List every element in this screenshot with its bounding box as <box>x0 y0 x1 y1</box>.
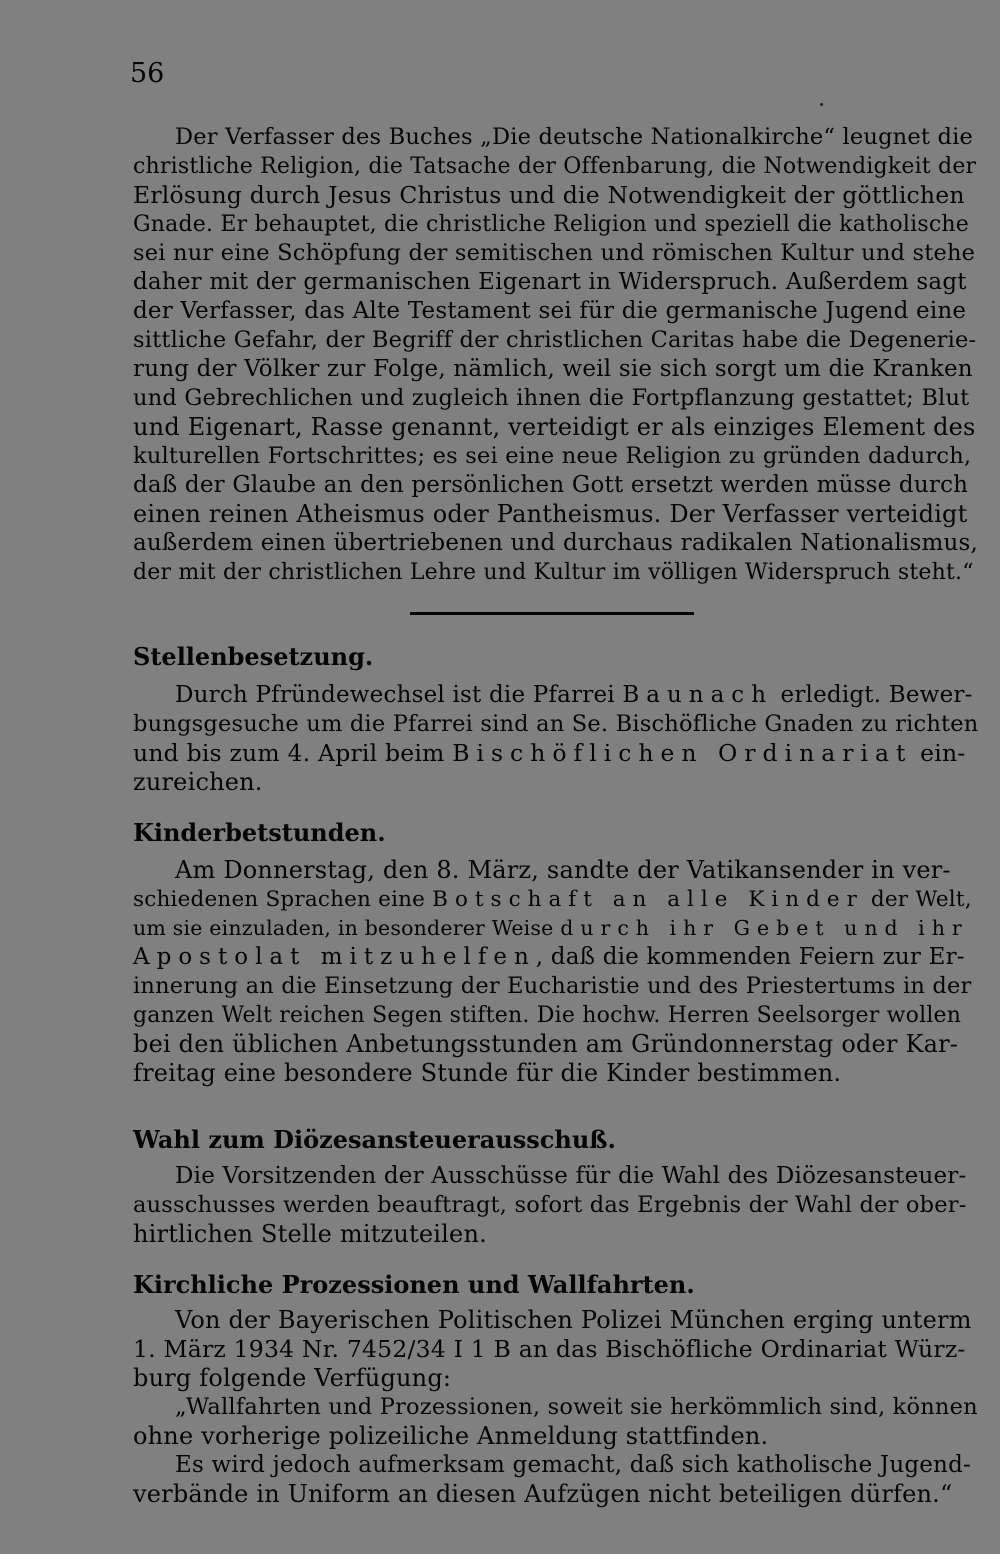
section-prozessionen <box>133 1270 978 1509</box>
text-line: und Eigenart, Rasse genannt, verteidigt er als einziges Element des <box>133 413 976 441</box>
section-heading: Kirchliche Prozessionen und Wallfahrten. <box>133 1270 695 1299</box>
quote-paragraph <box>133 123 978 587</box>
text-line: sei nur eine Schöpfung der semitischen und römischen Kultur und stehe <box>133 240 976 266</box>
text-line: hirtlichen Stelle mitzuteilen. <box>133 1220 487 1248</box>
text-line: kulturellen Fortschrittes; es sei eine neue Religion zu gründen dadurch, <box>133 443 972 469</box>
text-line: zureichen. <box>133 768 263 796</box>
section-heading: Stellenbesetzung. <box>133 642 374 671</box>
text-line: 1. März 1934 Nr. 7452/34 I 1 B an das Bischöfliche Ordinariat Würz- <box>133 1335 966 1363</box>
text-run: Durch Pfründewechsel ist die Pfarrei <box>175 682 623 708</box>
text-line <box>133 943 978 972</box>
text-line: einen reinen Atheismus oder Pantheismus. Der Verfasser verteidigt <box>133 500 968 528</box>
text-line: bei den üblichen Anbetungsstunden am Gründonnerstag oder Kar- <box>133 1030 959 1058</box>
text-line: bungsgesuche um die Pfarrei sind an Se. Bischöfliche Gnaden zu richten <box>133 711 979 737</box>
text-line <box>133 681 978 710</box>
text-line: und Gebrechlichen und zugleich ihnen die Fortpflanzung gestattet; Blut <box>133 385 970 411</box>
text-line: Der Verfasser des Buches „Die deutsche Nationalkirche“ leugnet die <box>175 124 973 150</box>
text-line: Am Donnerstag, den 8. März, sandte der Vatikansender in ver- <box>175 856 951 884</box>
text-line: freitag eine besondere Stunde für die Kinder bestimmen. <box>133 1059 842 1087</box>
text-line: sittliche Gefahr, der Begriff der christlichen Caritas habe die Degenerie- <box>133 327 977 353</box>
text-line: ganzen Welt reichen Segen stiften. Die hochw. Herren Seelsorger wollen <box>133 1003 962 1028</box>
text-line <box>133 914 978 943</box>
text-line: Von der Bayerischen Politischen Polizei München erging unterm <box>175 1306 972 1334</box>
text-line: verbände in Uniform an diesen Aufzügen nicht beteiligen dürfen.“ <box>133 1480 953 1508</box>
text-line: burg folgende Verfügung: <box>133 1364 452 1392</box>
text-line: Erlösung durch Jesus Christus und die Notwendigkeit der göttlichen <box>133 181 965 209</box>
text-line: außerdem einen übertriebenen und durchaus radikalen Nationalismus, <box>133 530 979 556</box>
text-run: erledigt. Bewer- <box>773 682 973 708</box>
text-line: der Verfasser, das Alte Testament sei für die germanische Jugend eine <box>133 298 967 324</box>
text-line: innerung an die Einsetzung der Eucharistie und des Priestertums in der <box>133 973 972 999</box>
text-run: schiedenen Sprachen eine <box>133 887 433 912</box>
text-line: ausschusses werden beauftragt, sofort das Ergebnis der Wahl der ober- <box>133 1192 967 1218</box>
speck-mark <box>820 103 823 106</box>
section-kinderbetstunden <box>133 818 978 1088</box>
emphasized-text: Bischöflichen Ordinariat <box>452 739 913 767</box>
text-line: „Wallfahrten und Prozessionen, soweit sie herkömmlich sind, können <box>175 1394 978 1420</box>
paragraph-text <box>133 856 978 1088</box>
text-run: und bis zum 4. April beim <box>133 739 453 767</box>
section-divider <box>410 612 694 615</box>
text-line <box>133 885 978 914</box>
emphasized-text: Botschaft an alle Kinder <box>432 887 864 912</box>
section-heading: Wahl zum Diözesansteuerausschuß. <box>133 1125 616 1154</box>
paragraph-text <box>133 1306 978 1509</box>
text-line: ohne vorherige polizeiliche Anmeldung stattfinden. <box>133 1422 769 1450</box>
text-line: daß der Glaube an den persönlichen Gott ersetzt werden müsse durch <box>133 472 969 498</box>
text-line: Gnade. Er behauptet, die christliche Religion und speziell die katholische <box>133 212 969 237</box>
text-line: Die Vorsitzenden der Ausschüsse für die Wahl des Diözesansteuer- <box>175 1163 967 1189</box>
text-line: daher mit der germanischen Eigenart in Widerspruch. Außerdem sagt <box>133 269 967 295</box>
paragraph-text <box>133 681 978 797</box>
text-run: der Welt, <box>863 887 972 912</box>
page-number: 56 <box>130 58 165 89</box>
text-line: Es wird jedoch aufmerksam gemacht, daß sich katholische Jugend- <box>175 1452 971 1478</box>
text-line: der mit der christlichen Lehre und Kultur im völligen Widerspruch steht.“ <box>133 560 974 585</box>
emphasized-text: Baunach <box>622 682 774 708</box>
section-wahl <box>133 1125 978 1249</box>
paragraph-text <box>133 123 978 587</box>
text-run: , daß die kommenden Feiern zur Er- <box>535 944 965 970</box>
section-heading: Kinderbetstunden. <box>133 818 386 847</box>
text-line: christliche Religion, die Tatsache der Offenbarung, die Notwendigkeit der <box>133 154 977 179</box>
text-line: rung der Völker zur Folge, nämlich, weil sie sich sorgt um die Kranken <box>133 356 973 382</box>
text-run: um sie einzuladen, in besonderer Weise <box>133 916 561 940</box>
section-stellenbesetzung <box>133 642 978 797</box>
emphasized-text: Apostolat mitzuhelfen <box>133 944 536 970</box>
emphasized-text: durch ihr Gebet und ihr <box>560 916 969 940</box>
paragraph-text <box>133 1162 978 1249</box>
text-run: ein- <box>912 739 966 767</box>
text-line <box>133 739 978 768</box>
